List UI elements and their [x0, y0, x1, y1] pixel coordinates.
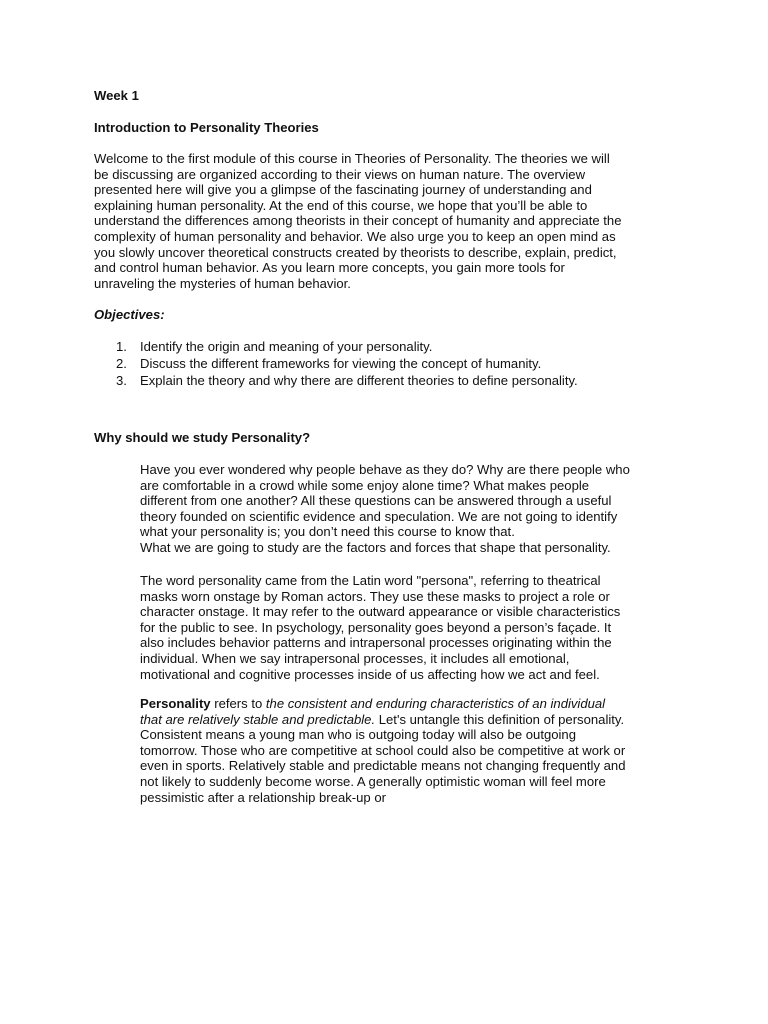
list-item: [94, 338, 694, 355]
definition-paragraph: [140, 696, 700, 805]
paragraph-line: theory founded on scientific evidence and speculation. We are not going to identify: [140, 508, 618, 524]
paragraph-line: not likely to suddenly become worse. A generally optimistic woman will feel more: [140, 773, 606, 789]
intro-line: understand the differences among theorists in their concept of humanity and appreciate the: [94, 213, 622, 229]
paragraph-line: individual. When we say intrapersonal processes, it includes all emotional,: [140, 650, 570, 666]
paragraph-line: tomorrow. Those who are competitive at school could also be competitive at work or: [140, 742, 626, 758]
untangle-text: Let's untangle this definition of personality.: [375, 711, 625, 727]
paragraph-line: character onstage. It may refer to the outward appearance or visible characteristics: [140, 604, 621, 620]
paragraph-line: Have you ever wondered why people behave as they do? Why are there people who: [140, 462, 630, 477]
intro-paragraph: [94, 151, 694, 291]
paragraph-line: even in sports. Relatively stable and predictable means not changing frequently and: [140, 758, 626, 774]
paragraph-line: Consistent means a young man who is outgoing today will also be outgoing: [140, 727, 577, 743]
intro-line: presented here will give you a glimpse of the fascinating journey of understanding and: [94, 182, 592, 198]
paragraph-line: what your personality is; you don’t need this course to know that.: [140, 524, 515, 540]
paragraph-line: The word personality came from the Latin word "persona", referring to theatrical: [140, 573, 601, 588]
section-heading: Why should we study Personality?: [94, 430, 311, 445]
paragraph-line: motivational and cognitive processes inside of us affecting how we act and feel.: [140, 666, 600, 682]
body-paragraph: [140, 462, 700, 556]
paragraph-line: [140, 696, 700, 712]
intro-line: explaining human personality. At the end of this course, we hope that you’ll be able to: [94, 197, 588, 213]
paragraph-line: What we are going to study are the factors and forces that shape that personality.: [140, 539, 611, 555]
intro-line: and control human behavior. As you learn more concepts, you gain more tools for: [94, 260, 565, 276]
list-text: Identify the origin and meaning of your personality.: [140, 339, 433, 354]
paragraph-line: masks worn onstage by Roman actors. They use these masks to project a role or: [140, 588, 610, 604]
refers-text: refers to: [210, 696, 266, 711]
paragraph-line: are comfortable in a crowd while some enjoy alone time? What makes people: [140, 477, 590, 493]
list-number: 2.: [116, 356, 127, 371]
document-title: Introduction to Personality Theories: [94, 120, 319, 135]
paragraph-line: for the public to see. In psychology, personality goes beyond a person’s façade. It: [140, 619, 612, 635]
list-text: Discuss the different frameworks for viewing the concept of humanity.: [140, 356, 542, 371]
week-label: Week 1: [94, 88, 139, 103]
list-number: 3.: [116, 373, 127, 388]
objectives-list: [94, 338, 694, 389]
list-text: Explain the theory and why there are different theories to define personality.: [140, 373, 578, 388]
paragraph-line: different from one another? All these questions can be answered through a useful: [140, 493, 612, 509]
intro-line: complexity of human personality and behavior. We also urge you to keep an open mind as: [94, 228, 616, 244]
intro-line: be discussing are organized according to their views on human nature. The overview: [94, 166, 586, 182]
list-item: [94, 372, 694, 389]
paragraph-line: also includes behavior patterns and intrapersonal processes originating within the: [140, 635, 612, 651]
paragraph-line: pessimistic after a relationship break-up or: [140, 789, 386, 805]
objectives-heading: Objectives:: [94, 307, 165, 322]
list-item: [94, 355, 694, 372]
paragraph-line: [140, 712, 700, 728]
intro-line: you slowly uncover theoretical constructs created by theorists to describe, explain, predict,: [94, 244, 617, 260]
list-number: 1.: [116, 339, 127, 354]
term-personality: Personality: [140, 696, 211, 711]
intro-line: unraveling the mysteries of human behavior.: [94, 275, 351, 291]
definition-text: that are relatively stable and predictable.: [140, 711, 376, 727]
intro-line: Welcome to the first module of this course in Theories of Personality. The theories we will: [94, 151, 610, 166]
body-paragraph: [140, 573, 700, 682]
definition-text: the consistent and enduring characteristics of an individual: [265, 696, 606, 711]
